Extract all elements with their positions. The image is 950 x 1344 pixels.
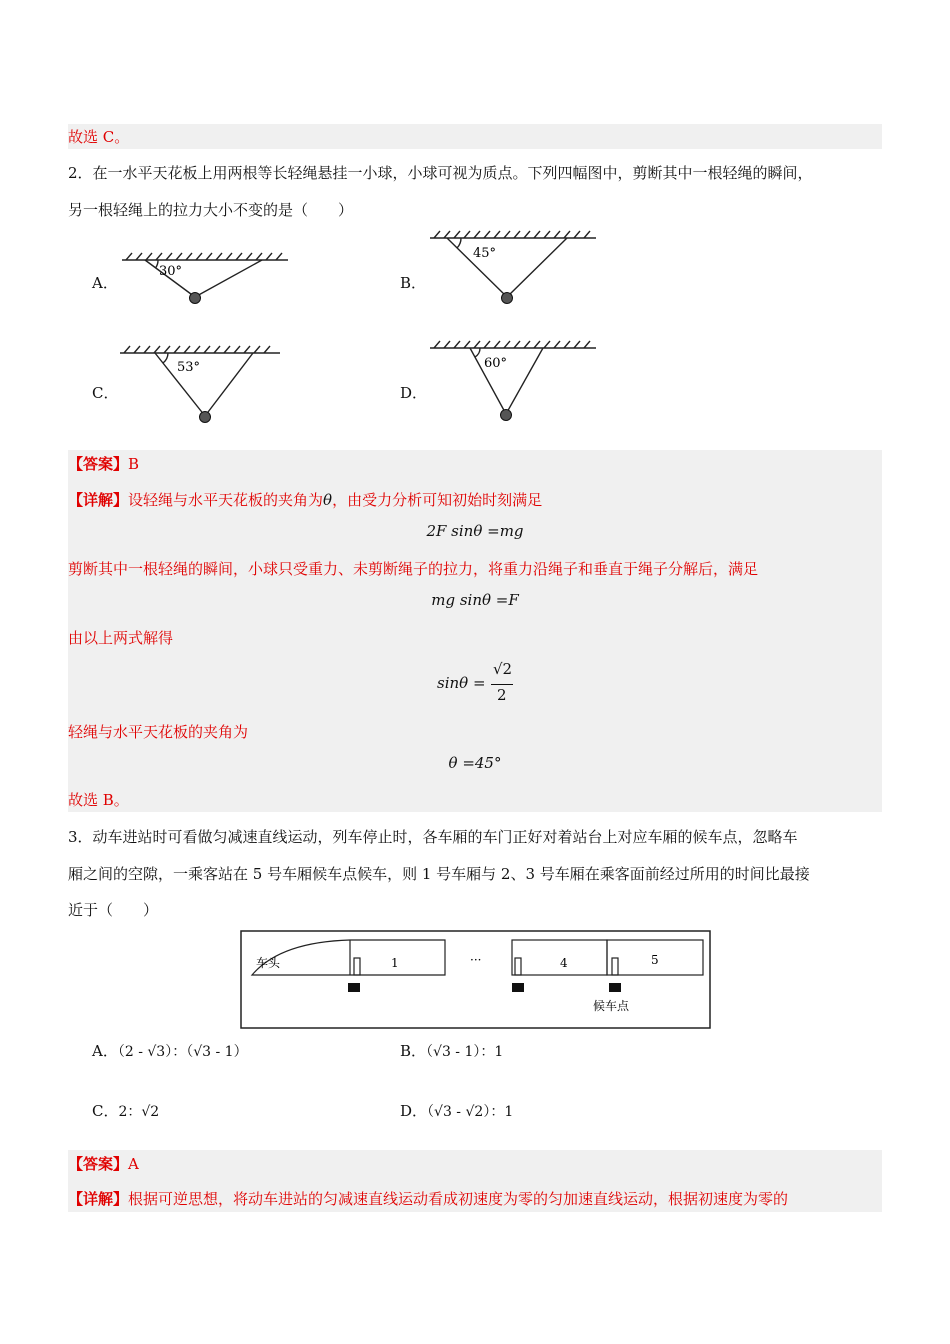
- q2-answer: [68, 453, 139, 475]
- q3-answer-bracket: 【答案】: [68, 1155, 129, 1173]
- q3-stem-line3: 近于（ ）: [68, 901, 159, 919]
- q2-stem-line1: 2．在一水平天花板上用两根等长轻绳悬挂一小球，小球可视为质点。下列四幅图中，剪断其中一根轻绳的瞬间，: [68, 164, 813, 182]
- q2-detail-line4: 轻绳与水平天花板的夹角为: [68, 723, 249, 741]
- detail-bracket: 【详解】: [68, 491, 129, 509]
- q2-conclusion: 故选 B。: [68, 791, 129, 809]
- angle-label-b: 45°: [473, 246, 497, 261]
- fraction-bar: [491, 684, 513, 685]
- q2-figure-d: [430, 341, 596, 414]
- q2-figure-b: [430, 231, 596, 297]
- q3-option-b: [400, 1040, 503, 1061]
- q2-option-d-label: D．: [400, 384, 428, 402]
- q3-train-figure: [240, 930, 712, 1030]
- label-car1: 1: [391, 956, 399, 970]
- q3-option-c-letter: C．: [92, 1102, 119, 1120]
- q2-stem-line2: 另一根轻绳上的拉力大小不变的是（ ）: [68, 201, 354, 219]
- stop-marker-5: [609, 983, 621, 992]
- label-car4: 4: [560, 956, 568, 970]
- q2-option-c-label: C．: [92, 384, 119, 402]
- q2-detail-line3: 由以上两式解得: [68, 629, 174, 647]
- detail-text: 设轻绳与水平天花板的夹角为: [128, 491, 324, 509]
- stop-marker-4: [512, 983, 524, 992]
- q3-stem-line2: 厢之间的空隙，一乘客站在 5 号车厢候车点候车，则 1 号车厢与 2、3 号车厢在乘客面前经过所用的时间比最接: [68, 865, 810, 883]
- ball-a: [190, 293, 201, 304]
- q3-detail-line1: [68, 1188, 788, 1210]
- label-head: 车头: [256, 956, 281, 970]
- detail-text-tail: ，由受力分析可知初始时刻满足: [332, 491, 543, 509]
- q3-detail-text: 根据可逆思想，将动车进站的匀减速直线运动看成初速度为零的匀加速直线运动，根据初速度为零的: [128, 1190, 789, 1208]
- q3-option-c-text: 2：√2: [118, 1104, 160, 1120]
- ball-c: [200, 412, 211, 423]
- ball-b: [502, 293, 513, 304]
- q2-balls: [190, 293, 513, 423]
- q3-answer: [68, 1153, 139, 1175]
- q2-formula4: θ =45°: [448, 754, 502, 772]
- q3-option-a: [92, 1040, 248, 1061]
- q2-figure-c: [120, 346, 280, 416]
- q2-formula1: 2F sinθ =mg: [426, 522, 524, 540]
- q2-figure-a: [122, 253, 288, 297]
- label-car5: 5: [651, 953, 659, 967]
- angle-label-c: 53°: [177, 360, 201, 375]
- q2-figures: [0, 0, 950, 440]
- q3-option-b-letter: B．: [400, 1042, 427, 1060]
- label-dots: ···: [470, 953, 482, 967]
- q3-option-c: [92, 1100, 159, 1121]
- answer-value: B: [128, 455, 140, 473]
- label-stop: 候车点: [593, 999, 630, 1013]
- q2-detail-line2: 剪断其中一根轻绳的瞬间，小球只受重力、未剪断绳子的拉力，将重力沿绳子和垂直于绳子分解后，满足: [68, 560, 759, 578]
- answer-bracket: 【答案】: [68, 455, 129, 473]
- formula3-left: sinθ =: [437, 674, 486, 692]
- q3-option-a-text: （2 - √3）：（√3 - 1）: [117, 1044, 248, 1060]
- q2-detail-line1: [68, 489, 542, 511]
- q3-detail-bracket: 【详解】: [68, 1190, 129, 1208]
- q2-formula2: mg sinθ =F: [431, 591, 519, 609]
- q3-option-b-text: （√3 - 1）：1: [426, 1044, 504, 1060]
- formula3-numerator: √2: [493, 660, 513, 678]
- q2-option-a-label: A．: [92, 274, 118, 292]
- q3-answer-value: A: [128, 1155, 139, 1173]
- q3-option-d-text: （√3 - √2）：1: [427, 1104, 514, 1120]
- q3-stem-line1: 3．动车进站时可看做匀减速直线运动，列车停止时，各车厢的车门正好对着站台上对应车厢的候车点，忽略车: [68, 828, 798, 846]
- q3-option-d: [400, 1100, 513, 1121]
- q3-option-d-letter: D．: [400, 1102, 428, 1120]
- angle-label-d: 60°: [484, 356, 508, 371]
- q2-option-b-label: B．: [400, 274, 427, 292]
- angle-label-a: 30°: [159, 264, 183, 279]
- stop-marker-1: [348, 983, 360, 992]
- ball-d: [501, 410, 512, 421]
- q2-formula3: [437, 660, 537, 710]
- q3-option-a-letter: A．: [92, 1042, 118, 1060]
- formula3-denominator: 2: [497, 686, 507, 704]
- q1-conclusion: 故选 C。: [68, 128, 130, 146]
- detail-theta: θ: [323, 491, 333, 509]
